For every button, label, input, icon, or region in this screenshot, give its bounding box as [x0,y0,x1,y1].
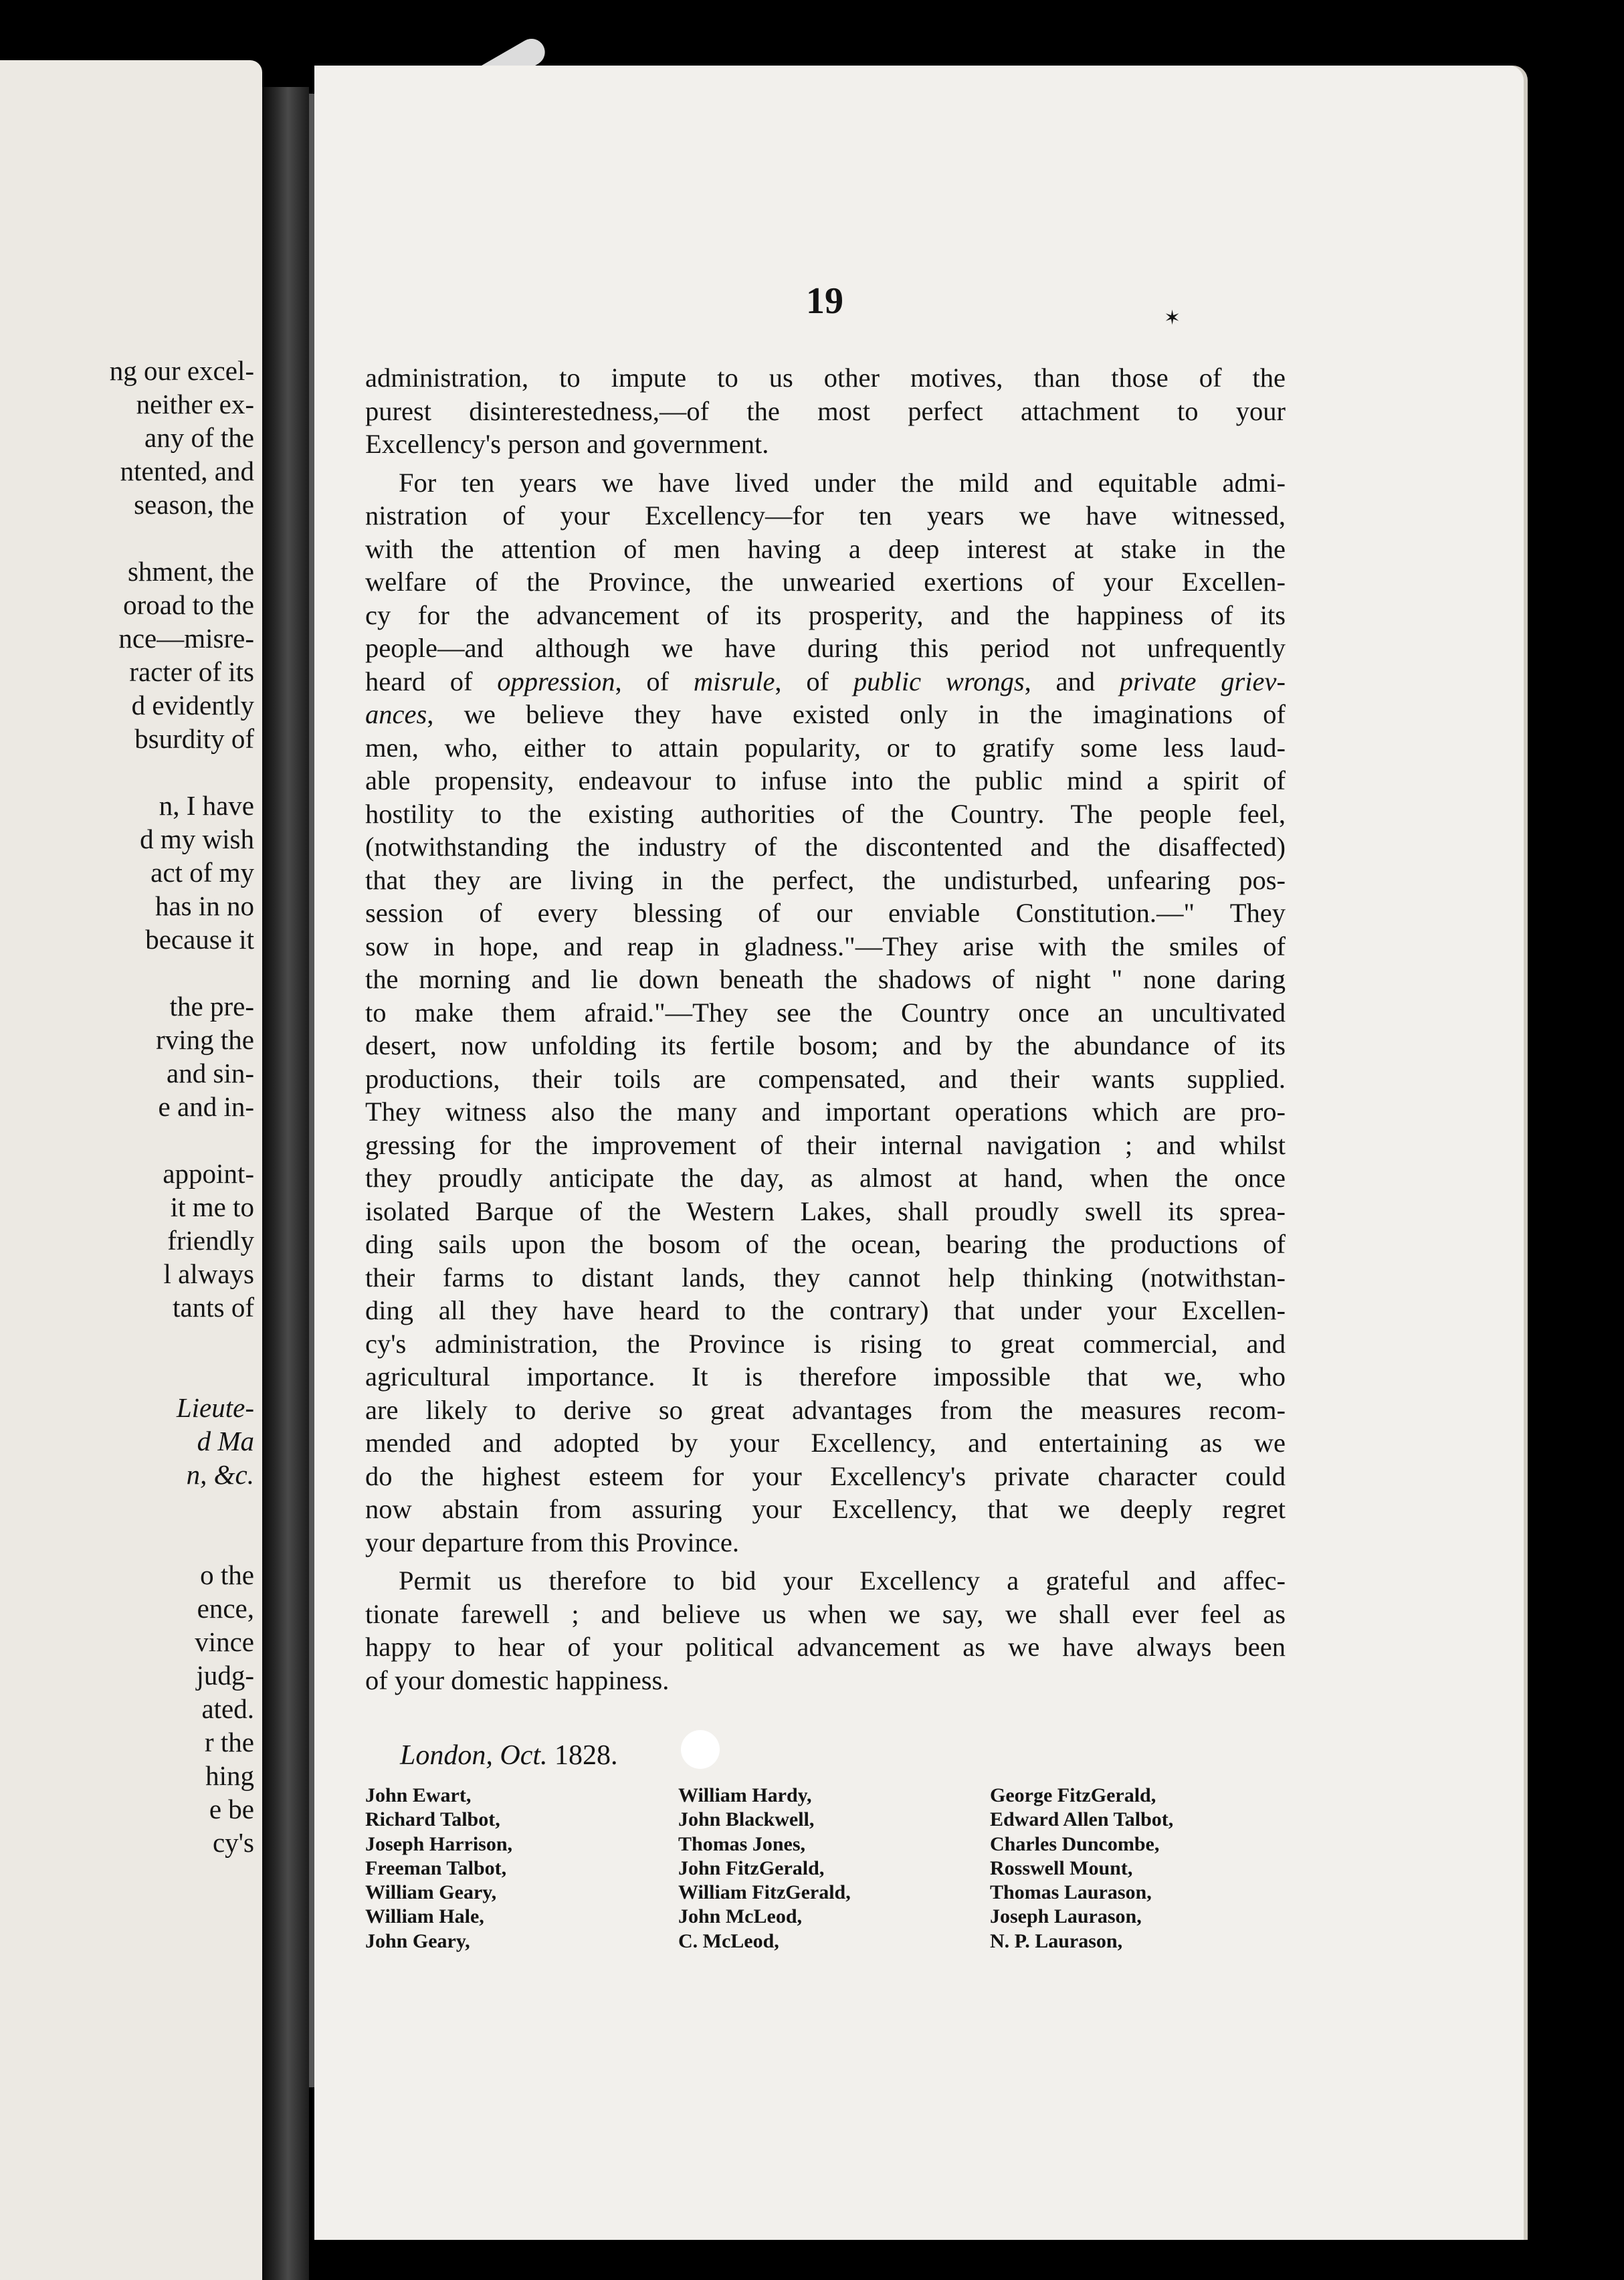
text-line: of your domestic happiness. [365,1665,670,1695]
left-page-line: neither ex- [136,389,254,419]
text-line: welfare of the Province, the unwearied exertions of your Excellen- [365,567,1286,597]
signatory-name: Rosswell Mount, [990,1857,1133,1879]
signatory-name: John Blackwell, [678,1808,815,1831]
left-page-line: ated. [201,1693,254,1724]
paper-blemish [681,1730,720,1769]
left-page-line: ng our excel- [109,355,254,386]
signatory-name: Richard Talbot, [365,1808,500,1831]
dateline [400,1739,618,1772]
left-page-line: ntented, and [120,456,254,486]
signatory-column [990,1784,1288,1954]
signatory-name: John Ewart, [365,1784,472,1806]
signatory-name: Freeman Talbot, [365,1857,507,1879]
text-line: your departure from this Province. [365,1527,739,1557]
left-page-line: r the [205,1727,254,1758]
left-page-line: ence, [197,1593,254,1624]
text-line: heard of oppression, of misrule, of public wrongs, and private griev- [365,666,1286,696]
left-page-line: e be [209,1794,254,1824]
paragraph [365,1564,1286,1697]
text-line: nistration of your Excellency—for ten years we have witnessed, [365,500,1286,531]
signatory-name: John Geary, [365,1929,470,1952]
paragraph [365,361,1286,461]
text-line: do the highest esteem for your Excellency's private character could [365,1460,1286,1491]
signatory-name: William Hardy, [678,1784,812,1806]
text-line: are likely to derive so great advantages from the measures recom- [365,1394,1286,1425]
dateline-place: London, Oct. [400,1740,548,1771]
left-page-line: it me to [170,1192,254,1222]
left-page-line: oroad to the [123,589,254,620]
left-page-line: n, I have [159,790,254,821]
signatory-name: William FitzGerald, [678,1881,851,1904]
signatory-name: Charles Duncombe, [990,1832,1160,1855]
text-line: (notwithstanding the industry of the discontented and the disaffected) [365,832,1286,862]
text-line: desert, now unfolding its fertile bosom; and by the abundance of its [365,1030,1286,1060]
text-line: that they are living in the perfect, the undisturbed, unfearing pos- [365,864,1286,895]
left-page-line: appoint- [163,1158,254,1189]
text-line: sow in hope, and reap in gladness."—They arise with the smiles of [365,931,1286,961]
text-line: ding sails upon the bosom of the ocean, bearing the productions of [365,1229,1286,1259]
signatory-name: George FitzGerald, [990,1784,1156,1806]
text-line: hostility to the existing authorities of the Country. The people feel, [365,798,1286,829]
left-page-line: season, the [134,489,254,520]
signatory-name: John McLeod, [678,1905,803,1928]
letter-body [365,361,1286,1702]
signatory-column [678,1784,990,1954]
text-line: Permit us therefore to bid your Excellency a grateful and affec- [399,1565,1286,1596]
text-line: they proudly anticipate the day, as almost at hand, when the once [365,1163,1286,1193]
left-page-line: d Ma [197,1426,254,1456]
signatories [365,1784,1288,1954]
text-line: isolated Barque of the Western Lakes, shall proudly swell its sprea- [365,1196,1286,1226]
left-page-line: friendly [167,1225,254,1256]
left-page-line: nce—misre- [118,623,254,654]
left-page-line: cy's [212,1827,254,1858]
text-line: their farms to distant lands, they cannot help thinking (notwithstan- [365,1262,1286,1293]
left-page-line: Lieute- [176,1392,254,1423]
signatory-name: William Geary, [365,1881,497,1904]
text-line: cy's administration, the Province is rising to great commercial, and [365,1328,1286,1359]
text-line: the morning and lie down beneath the shadows of night " none daring [365,964,1286,994]
page-number: 19 [806,280,843,322]
left-page-line: the pre- [169,991,254,1022]
text-line: to make them afraid."—They see the Country once an uncultivated [365,997,1286,1028]
left-page-line: shment, the [127,556,254,587]
left-page-line: any of the [144,422,254,453]
text-line: happy to hear of your political advancement as we have always been [365,1632,1286,1662]
left-page-line: hing [205,1760,254,1791]
text-line: now abstain from assuring your Excellency, that we deeply regret [365,1494,1286,1524]
left-page-line: judg- [196,1660,254,1691]
text-line: men, who, either to attain popularity, or to gratify some less laud- [365,732,1286,763]
signatory-column [365,1784,678,1954]
text-line: tionate farewell ; and believe us when we say, we shall ever feel as [365,1598,1286,1629]
paragraph [365,466,1286,1559]
signatory-name: Joseph Laurason, [990,1905,1142,1928]
text-line: gressing for the improvement of their internal navigation ; and whilst [365,1129,1286,1160]
text-line: with the attention of men having a deep interest at stake in the [365,533,1286,564]
signatory-name: C. McLeod, [678,1929,779,1952]
left-page-line: because it [145,924,254,955]
left-page-line: n, &c. [186,1459,254,1490]
dateline-year: 1828. [554,1740,618,1771]
text-line: productions, their toils are compensated, and their wants supplied. [365,1063,1286,1094]
text-line: purest disinterestedness,—of the most perfect attachment to your [365,395,1286,426]
ink-mark: ✶ [1164,307,1181,329]
left-page-line: act of my [150,857,254,888]
left-page-line: d my wish [140,824,254,854]
text-line: mended and adopted by your Excellency, and entertaining as we [365,1428,1286,1458]
left-page-line: e and in- [158,1091,254,1122]
signatory-name: N. P. Laurason, [990,1929,1123,1952]
text-line: cy for the advancement of its prosperity, and the happiness of its [365,599,1286,630]
signatory-name: Thomas Laurason, [990,1881,1152,1904]
left-page-line: tants of [173,1292,254,1323]
text-line: They witness also the many and important operations which are pro- [365,1097,1286,1127]
left-page-line: has in no [155,890,254,921]
signatory-name: Joseph Harrison, [365,1832,513,1855]
signatory-name: Edward Allen Talbot, [990,1808,1174,1831]
signatory-name: William Hale, [365,1905,484,1928]
left-page-line: l always [163,1258,254,1289]
text-line: session of every blessing of our enviable Constitution.—" They [365,898,1286,928]
signatory-name: Thomas Jones, [678,1832,806,1855]
left-page-line: vince [195,1626,254,1657]
text-line: ding all they have heard to the contrary) that under your Excellen- [365,1295,1286,1325]
text-line: agricultural importance. It is therefore impossible that we, who [365,1361,1286,1392]
left-page-line: racter of its [129,656,254,687]
left-page-line: o the [200,1559,254,1590]
text-line: administration, to impute to us other motives, than those of the [365,363,1286,393]
text-line: Excellency's person and government. [365,429,769,459]
text-line: able propensity, endeavour to infuse into the public mind a spirit of [365,765,1286,795]
previous-page [0,60,262,2280]
signatory-name: John FitzGerald, [678,1857,825,1879]
text-line: ances, we believe they have existed only in the imaginations of [365,699,1286,729]
book-gutter [262,87,309,2280]
left-page-line: and sin- [167,1058,254,1088]
text-line: people—and although we have during this period not unfrequently [365,633,1286,663]
left-page-line: d evidently [131,690,254,721]
text-line: For ten years we have lived under the mild and equitable admi- [399,467,1286,498]
left-page-line: rving the [156,1024,254,1055]
left-page-line: bsurdity of [134,723,254,754]
